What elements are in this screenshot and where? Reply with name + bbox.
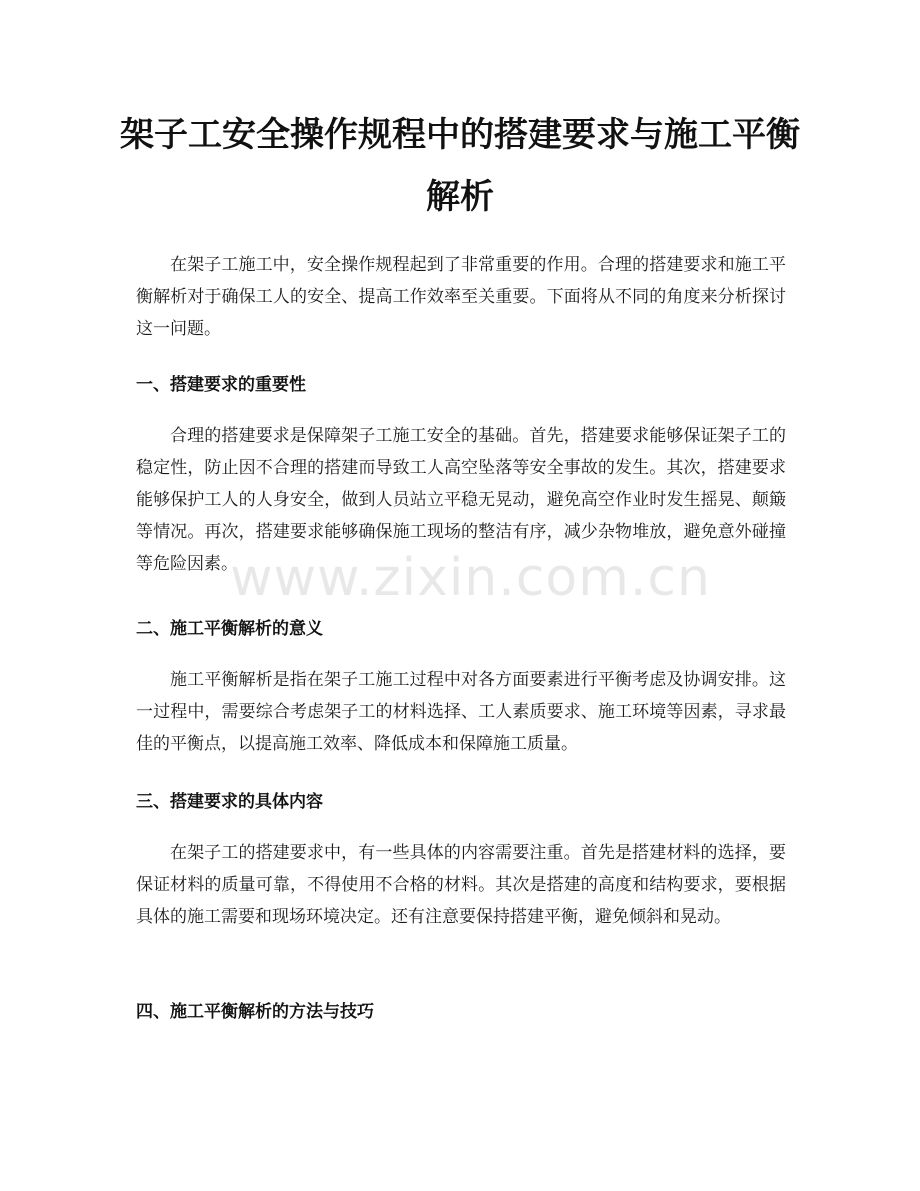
page-title: 架子工安全操作规程中的搭建要求与施工平衡解析 [120, 115, 800, 217]
watermark-text: www.zixin.com.cn [230, 548, 711, 608]
section-body-1: 合理的搭建要求是保障架子工施工安全的基础。首先，搭建要求能够保证架子工的稳定性，防止因不合理的搭建而导致工人高空坠落等安全事故的发生。其次，搭建要求能够保护工人的人身安全，做到人员站立平稳无晃动，避免高空作业时发生摇晃、颠簸等情况。再次，搭建要求能够确保施工现场的整洁有序，减少杂物堆放，避免意外碰撞等危险因素。 [136, 426, 786, 574]
section-body-3: 在架子工的搭建要求中，有一些具体的内容需要注重。首先是搭建材料的选择，要保证材料的质量可靠，不得使用不合格的材料。其次是搭建的高度和结构要求，要根据具体的施工需要和现场环境决定。还有注意要保持搭建平衡，避免倾斜和晃动。 [136, 843, 786, 927]
section-heading-1: 一、搭建要求的重要性 [136, 375, 306, 395]
section-heading-2: 二、施工平衡解析的意义 [136, 619, 323, 639]
section-heading-4: 四、施工平衡解析的方法与技巧 [136, 1002, 374, 1022]
section-heading-3: 三、搭建要求的具体内容 [136, 792, 323, 812]
intro-paragraph: 在架子工施工中，安全操作规程起到了非常重要的作用。合理的搭建要求和施工平衡解析对于确保工人的安全、提高工作效率至关重要。下面将从不同的角度来分析探讨这一问题。 [136, 255, 786, 339]
section-body-2: 施工平衡解析是指在架子工施工过程中对各方面要素进行平衡考虑及协调安排。这一过程中，需要综合考虑架子工的材料选择、工人素质要求、施工环境等因素，寻求最佳的平衡点，以提高施工效率、降低成本和保障施工质量。 [136, 670, 786, 754]
